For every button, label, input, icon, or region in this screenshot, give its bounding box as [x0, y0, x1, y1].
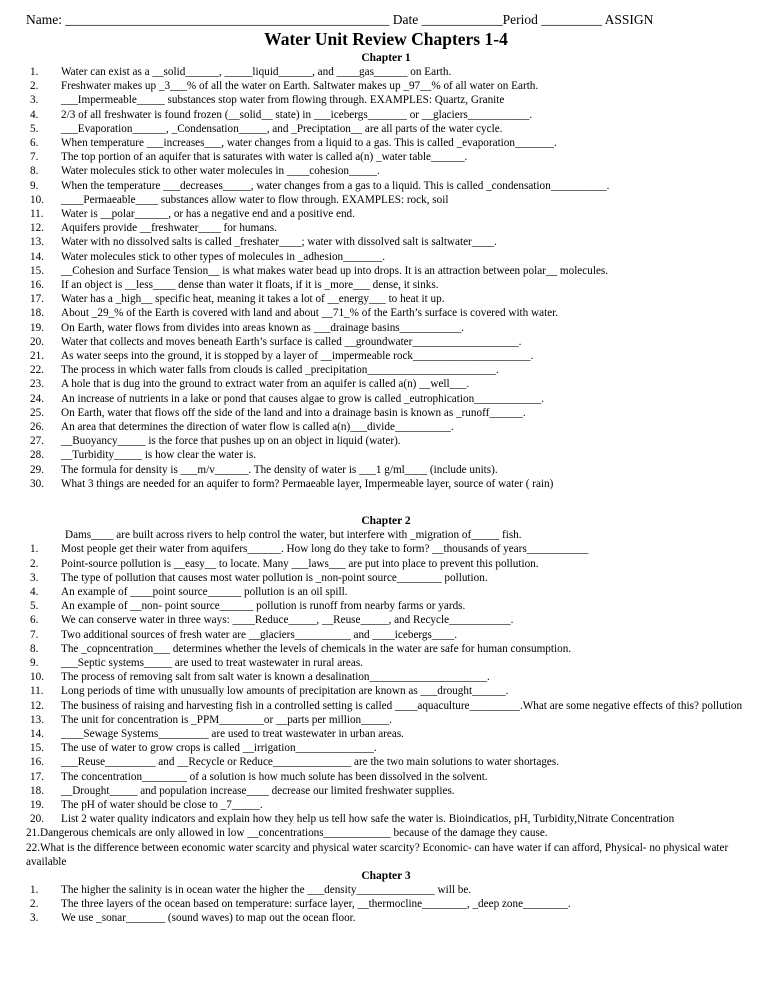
question-text: Water that collects and moves beneath Earth’s surface is called __groundwater___________________.: [61, 335, 522, 348]
question-number: 8.: [30, 165, 39, 178]
question-item: [26, 335, 746, 349]
question-item: [26, 164, 746, 178]
question-text: Long periods of time with unusually low amounts of precipitation are known as ___drought______.: [61, 685, 509, 698]
question-number: 18.: [30, 784, 44, 797]
question-number: 16.: [30, 756, 44, 769]
question-item: [26, 599, 746, 613]
question-text: An increase of nutrients in a lake or pond that causes algae to grow is called _eutrophication____________.: [61, 392, 545, 405]
question-item: [26, 585, 746, 599]
question-text: ___Evaporation______, _Condensation_____, and _Preciptation__ are all parts of the water cycle.: [61, 122, 503, 135]
question-text: The concentration________ of a solution is how much solute has been dissolved in the solvent.: [61, 770, 488, 783]
question-item: [26, 713, 746, 727]
question-text: Point-source pollution is __easy__ to locate. Many ___laws___ are put into place to prevent this pollution.: [61, 557, 539, 570]
question-item: [26, 897, 746, 911]
question-item: [26, 377, 746, 391]
question-item: [26, 406, 746, 420]
chapter-1-questions: [26, 65, 746, 491]
question-number: 30.: [30, 477, 44, 490]
question-number: 2.: [30, 557, 39, 570]
question-item: [26, 278, 746, 292]
question-item: [26, 122, 746, 136]
question-text: What 3 things are needed for an aquifer to form? Permaeable layer, Impermeable layer, source of water ( rain): [61, 477, 554, 490]
question-number: 5.: [30, 122, 39, 135]
question-item: [26, 656, 746, 670]
question-number: 17.: [30, 293, 44, 306]
question-number: 1.: [30, 883, 39, 896]
question-number: 22.: [30, 364, 44, 377]
question-item: [26, 264, 746, 278]
question-number: 9.: [30, 656, 39, 669]
question-number: 3.: [30, 571, 39, 584]
question-number: 15.: [30, 742, 44, 755]
question-number: 11.: [30, 685, 44, 698]
question-number: 10.: [30, 193, 44, 206]
question-number: 8.: [30, 642, 39, 655]
question-number: 21.: [30, 350, 44, 363]
question-text: When the temperature ___decreases_____, water changes from a gas to a liquid. This is called _condensation__________.: [61, 179, 610, 192]
question-text: Water molecules stick to other types of molecules in _adhesion_______.: [61, 250, 386, 263]
question-item: [26, 235, 746, 249]
question-text: Water with no dissolved salts is called _freshater____; water with dissolved salt is saltwater____.: [61, 236, 497, 249]
question-number: 28.: [30, 449, 44, 462]
question-item: [26, 363, 746, 377]
question-text: The pH of water should be close to _7_____.: [61, 798, 263, 811]
question-item: [26, 477, 746, 491]
question-item: [26, 193, 746, 207]
question-text: The process of removing salt from salt water is known a desalination_____________________.: [61, 671, 490, 684]
question-text: A hole that is dug into the ground to extract water from an aquifer is called a(n) __well___.: [61, 378, 470, 391]
question-number: 5.: [30, 600, 39, 613]
question-text: 2/3 of all freshwater is found frozen (__solid__ state) in ___icebergs_______ or __glaciers___________.: [61, 108, 533, 121]
question-item: [26, 613, 746, 627]
question-text: The type of pollution that causes most water pollution is _non-point source________ pollution.: [61, 571, 488, 584]
question-item: [26, 628, 746, 642]
question-text: Aquifers provide __freshwater____ for humans.: [61, 222, 277, 235]
question-text: ____Sewage Systems_________ are used to treat wastewater in urban areas.: [61, 727, 404, 740]
question-number: 15.: [30, 264, 44, 277]
question-number: 6.: [30, 137, 39, 150]
question-item: [26, 784, 746, 798]
question-text: An area that determines the direction of water flow is called a(n)___divide__________.: [61, 421, 454, 434]
question-item: [26, 179, 746, 193]
question-text: The three layers of the ocean based on temperature: surface layer, __thermocline________, _deep zone________.: [61, 898, 571, 911]
question-item: [26, 770, 746, 784]
question-text: Water has a _high__ specific heat, meaning it takes a lot of __energy___ to heat it up.: [61, 293, 445, 306]
question-text: The use of water to grow crops is called __irrigation______________.: [61, 742, 377, 755]
question-number: 2.: [30, 898, 39, 911]
question-number: 14.: [30, 727, 44, 740]
question-item: [26, 883, 746, 897]
chapter-2-question-22: 22.What is the difference between economic water scarcity and physical water scarcity? Economic- can have water if can afford, Physical- no physical water available: [26, 841, 729, 868]
question-item: [26, 65, 746, 79]
question-item: [26, 463, 746, 477]
question-text: On Earth, water flows from divides into areas known as ___drainage basins___________.: [61, 321, 464, 334]
question-text: The _copncentration___ determines whether the levels of chemicals in the water are safe for human consumption.: [61, 642, 572, 655]
question-text: Most people get their water from aquifers______. How long do they take to form? __thousands of years___________: [61, 543, 589, 556]
question-text: On Earth, water that flows off the side of the land and into a drainage basin is known as _runoff______.: [61, 406, 526, 419]
question-item: [26, 349, 746, 363]
question-number: 14.: [30, 250, 44, 263]
question-item: [26, 79, 746, 93]
page-title: Water Unit Review Chapters 1-4: [264, 29, 508, 49]
question-text: __Turbidity_____ is how clear the water is.: [61, 449, 257, 462]
question-number: 24.: [30, 392, 44, 405]
question-number: 13.: [30, 713, 44, 726]
question-item: [26, 420, 746, 434]
chapter-3-questions: [26, 883, 746, 926]
question-text: ____Permaeable____ substances allow water to flow through. EXAMPLES: rock, soil: [61, 193, 449, 206]
question-text: If an object is __less____ dense than water it floats, if it is _more___ dense, it sinks.: [61, 279, 439, 292]
question-text: We use _sonar_______ (sound waves) to map out the ocean floor.: [61, 912, 356, 925]
question-number: 17.: [30, 770, 44, 783]
question-text: __Buoyancy_____ is the force that pushes up on an object in liquid (water).: [61, 435, 401, 448]
question-text: ___Impermeable_____ substances stop water from flowing through. EXAMPLES: Quartz, Granite: [61, 94, 505, 107]
question-number: 3.: [30, 94, 39, 107]
question-text: The business of raising and harvesting fish in a controlled setting is called ____aquaculture_________.What are some negative effects of this? pollution: [61, 699, 743, 712]
question-item: [26, 699, 746, 713]
question-number: 12.: [30, 222, 44, 235]
question-item: [26, 108, 746, 122]
name-date-period-line: Name: ________________________________________________ Date ____________Period _________ ASSIGN: [26, 12, 654, 27]
question-text: Two additional sources of fresh water are __glaciers__________ and ____icebergs____.: [61, 628, 458, 641]
question-number: 27.: [30, 435, 44, 448]
question-number: 20.: [30, 813, 44, 826]
question-item: [26, 741, 746, 755]
question-number: 25.: [30, 406, 44, 419]
question-number: 20.: [30, 335, 44, 348]
question-item: [26, 392, 746, 406]
question-text: As water seeps into the ground, it is stopped by a layer of __impermeable rock_____________________.: [61, 350, 534, 363]
worksheet-page: [26, 0, 746, 926]
question-text: About _29_% of the Earth is covered with land and about __71_% of the Earth’s surface is covered with water.: [61, 307, 559, 320]
question-text: Water is __polar______, or has a negative end and a positive end.: [61, 208, 355, 221]
question-item: [26, 557, 746, 571]
question-item: [26, 448, 746, 462]
question-text: Water can exist as a __solid______, _____liquid______, and ____gas______ on Earth.: [61, 66, 452, 78]
question-number: 26.: [30, 421, 44, 434]
question-text: __Drought_____ and population increase____ decrease our limited freshwater supplies.: [61, 784, 455, 797]
question-text: __Cohesion and Surface Tension__ is what makes water bead up into drops. It is an attraction between polar__ molecules.: [61, 264, 609, 277]
question-item: [26, 684, 746, 698]
question-number: 9.: [30, 179, 39, 192]
question-text: The higher the salinity is in ocean water the higher the ___density______________ will be.: [61, 883, 472, 896]
question-item: [26, 150, 746, 164]
question-item: [26, 670, 746, 684]
chapter-2-heading: Chapter 2: [361, 515, 411, 528]
chapter-3-heading: Chapter 3: [361, 869, 411, 882]
chapter-1-heading: Chapter 1: [361, 52, 411, 64]
question-number: 7.: [30, 628, 39, 641]
question-number: 3.: [30, 912, 39, 925]
question-item: [26, 321, 746, 335]
question-text: When temperature ___increases___, water changes from a liquid to a gas. This is called _evaporation_______.: [61, 137, 557, 150]
question-number: 2.: [30, 80, 39, 93]
question-text: ___Septic systems_____ are used to treat wastewater in rural areas.: [61, 656, 363, 669]
question-text: An example of ____point source______ pollution is an oil spill.: [61, 585, 348, 598]
question-number: 19.: [30, 321, 44, 334]
question-text: The formula for density is ___m/v______. The density of water is ___1 g/ml____ (include units).: [61, 463, 498, 476]
chapter-2-intro: Dams____ are built across rivers to help control the water, but interfere with _migration of_____ fish.: [65, 529, 522, 542]
chapter-2-question-21: 21.Dangerous chemicals are only allowed in low __concentrations____________ because of the damage they cause.: [26, 827, 548, 840]
question-number: 6.: [30, 614, 39, 627]
question-item: [26, 207, 746, 221]
question-item: [26, 292, 746, 306]
question-text: We can conserve water in three ways: ____Reduce_____, __Reuse_____, and Recycle___________.: [61, 614, 514, 627]
question-item: [26, 755, 746, 769]
question-text: An example of __non- point source______ pollution is runoff from nearby farms or yards.: [61, 600, 466, 613]
question-item: [26, 571, 746, 585]
question-text: List 2 water quality indicators and explain how they help us tell how safe the water is. Bioindicatios, pH, Turbidity,Nitrate Concentration: [61, 813, 675, 826]
question-text: ___Reuse_________ and __Recycle or Reduce______________ are the two main solutions to water shortages.: [61, 756, 560, 769]
question-text: The process in which water falls from clouds is called _precipitation_______________________.: [61, 364, 499, 377]
question-item: [26, 542, 746, 556]
question-item: [26, 434, 746, 448]
question-number: 1.: [30, 543, 39, 556]
question-item: [26, 798, 746, 812]
question-number: 18.: [30, 307, 44, 320]
question-number: 29.: [30, 463, 44, 476]
question-number: 12.: [30, 699, 44, 712]
question-number: 4.: [30, 585, 39, 598]
question-number: 13.: [30, 236, 44, 249]
question-number: 1.: [30, 66, 39, 78]
question-item: [26, 136, 746, 150]
question-item: [26, 93, 746, 107]
question-item: [26, 642, 746, 656]
question-number: 10.: [30, 671, 44, 684]
question-number: 19.: [30, 798, 44, 811]
question-item: [26, 221, 746, 235]
chapter-2-questions: [26, 542, 746, 826]
question-item: [26, 911, 746, 925]
question-text: The unit for concentration is _PPM________or __parts per million_____.: [61, 713, 392, 726]
question-text: Freshwater makes up _3___% of all the water on Earth. Saltwater makes up _97__% of all water on Earth.: [61, 80, 539, 93]
question-text: The top portion of an aquifer that is saturates with water is called a(n) _water table______.: [61, 151, 468, 164]
question-item: [26, 727, 746, 741]
question-text: Water molecules stick to other water molecules in ____cohesion_____.: [61, 165, 380, 178]
question-item: [26, 250, 746, 264]
question-item: [26, 812, 746, 826]
question-number: 7.: [30, 151, 39, 164]
question-number: 4.: [30, 108, 39, 121]
question-number: 16.: [30, 279, 44, 292]
question-number: 23.: [30, 378, 44, 391]
question-item: [26, 306, 746, 320]
question-number: 11.: [30, 208, 44, 221]
